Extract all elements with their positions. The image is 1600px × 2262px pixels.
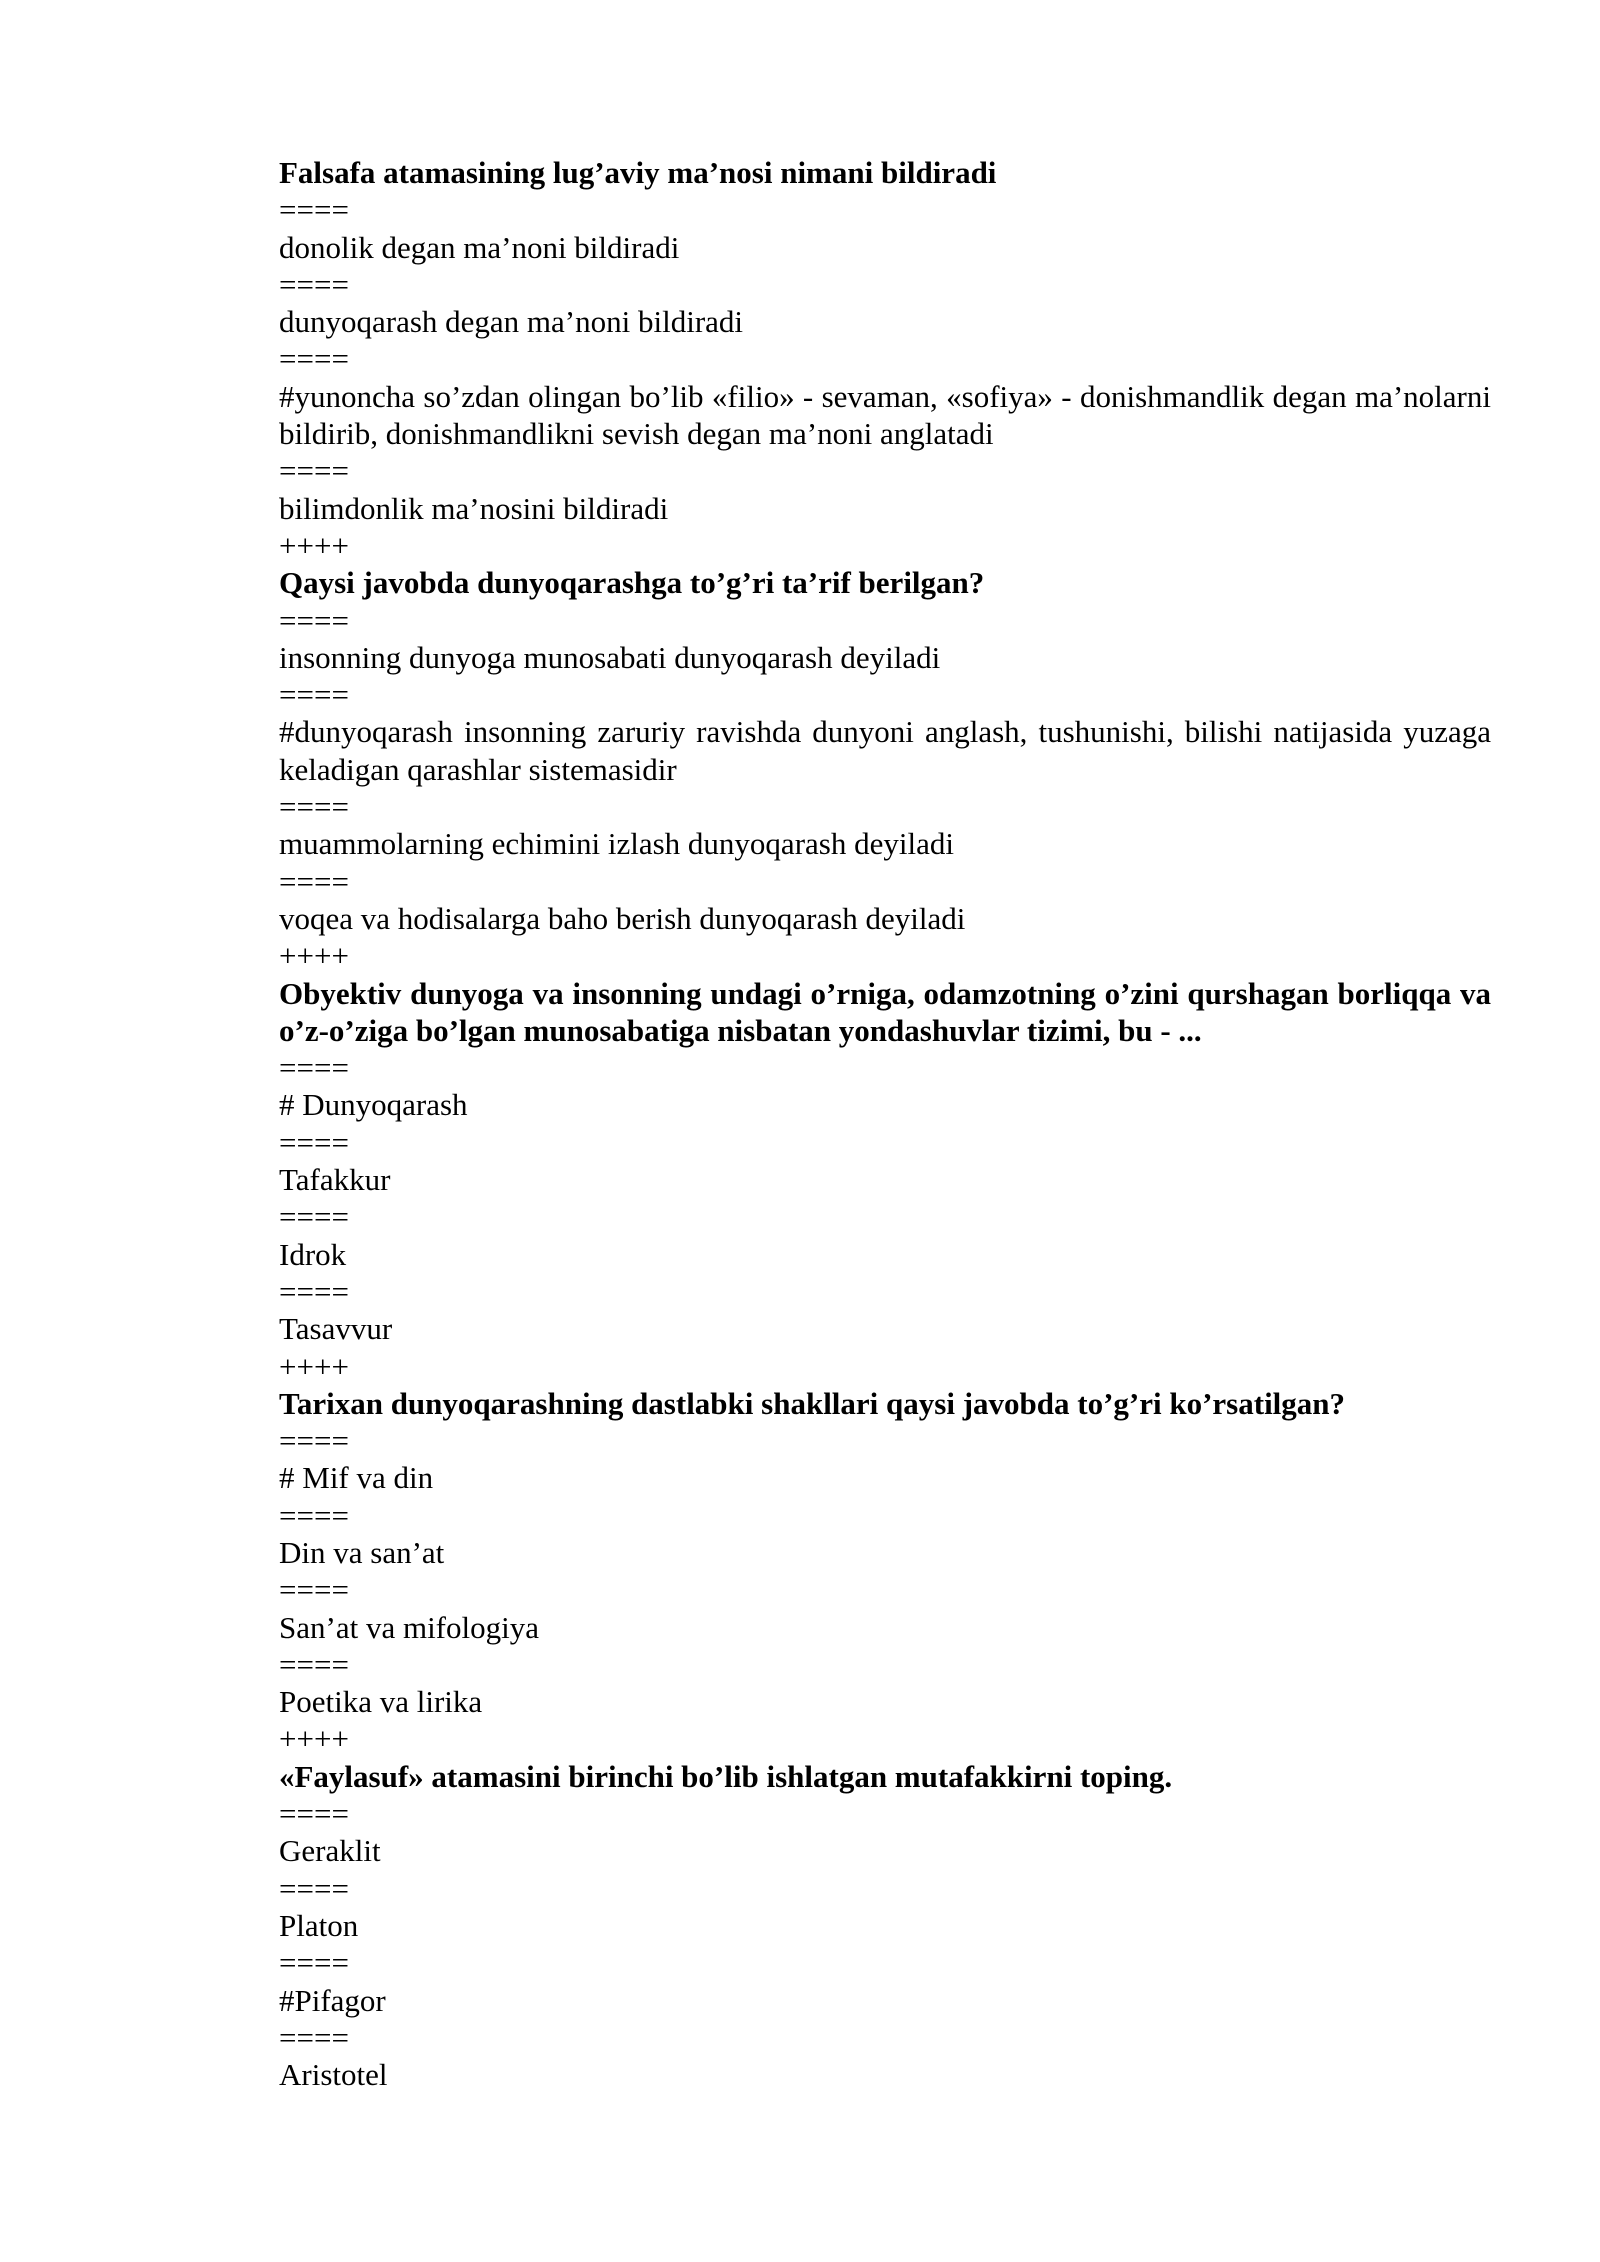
- question-text: Obyektiv dunyoga va insonning undagi o’rniga, odamzotning o’zini qurshagan borliqqa va o’z-o’ziga bo’lgan munosabatiga nisbatan yondashuvlar tizimi, bu - ...: [279, 975, 1491, 1048]
- option-separator: ====: [279, 602, 349, 638]
- answer-option: Geraklit: [279, 1833, 381, 1869]
- option-separator: ====: [279, 192, 349, 228]
- answer-option: # Mif va din: [279, 1460, 434, 1496]
- question-end-marker: ++++: [279, 527, 349, 563]
- option-separator: ====: [279, 1050, 349, 1086]
- option-separator: ====: [279, 453, 349, 489]
- answer-option: Idrok: [279, 1236, 347, 1272]
- question-text: Tarixan dunyoqarashning dastlabki shakllari qaysi javobda to’g’ri ko’rsatilgan?: [279, 1385, 1346, 1421]
- answer-option: Tasavvur: [279, 1311, 393, 1347]
- answer-option: #yunoncha so’zdan olingan bo’lib «filio» - sevaman, «sofiya» - donishmandlik degan ma’nolarni bildirib, donishmandlikni sevish degan ma’noni anglatadi: [279, 378, 1491, 452]
- option-separator: ====: [279, 1273, 349, 1309]
- answer-option: Din va san’at: [279, 1534, 445, 1570]
- question-text: «Faylasuf» atamasini birinchi bo’lib ishlatgan mutafakkirni toping.: [279, 1758, 1173, 1794]
- answer-option: # Dunyoqarash: [279, 1087, 468, 1123]
- answer-option: dunyoqarash degan ma’noni bildiradi: [279, 304, 744, 340]
- answer-option: #Pifagor: [279, 1982, 386, 2018]
- answer-option: bilimdonlik ma’nosini bildiradi: [279, 490, 669, 526]
- option-separator: ====: [279, 1796, 349, 1832]
- option-separator: ====: [279, 1423, 349, 1459]
- answer-option: Aristotel: [279, 2057, 388, 2093]
- option-separator: ====: [279, 789, 349, 825]
- option-separator: ====: [279, 863, 349, 899]
- answer-option: #dunyoqarash insonning zaruriy ravishda dunyoni anglash, tushunishi, bilishi natijasida yuzaga keladigan qarashlar sistemasidir: [279, 714, 1491, 787]
- option-separator: ====: [279, 341, 349, 377]
- answer-option: donolik degan ma’noni bildiradi: [279, 229, 680, 265]
- option-separator: ====: [279, 1646, 349, 1682]
- option-separator: ====: [279, 266, 349, 302]
- question-end-marker: ++++: [279, 938, 349, 974]
- answer-option: Tafakkur: [279, 1162, 391, 1198]
- answer-option: muammolarning echimini izlash dunyoqarash deyiladi: [279, 826, 954, 862]
- question-end-marker: ++++: [279, 1348, 349, 1384]
- answer-option: insonning dunyoga munosabati dunyoqarash deyiladi: [279, 639, 941, 675]
- option-separator: ====: [279, 1870, 349, 1906]
- document-body: [279, 154, 1491, 2093]
- answer-option: Platon: [279, 1907, 359, 1943]
- option-separator: ====: [279, 1497, 349, 1533]
- question-end-marker: ++++: [279, 1721, 349, 1757]
- answer-option: San’at va mifologiya: [279, 1609, 539, 1645]
- option-separator: ====: [279, 1199, 349, 1235]
- answer-option: Poetika va lirika: [279, 1684, 483, 1720]
- option-separator: ====: [279, 1572, 349, 1608]
- option-separator: ====: [279, 2019, 349, 2055]
- option-separator: ====: [279, 677, 349, 713]
- question-text: Falsafa atamasining lug’aviy ma’nosi nimani bildiradi: [279, 155, 997, 190]
- answer-option: voqea va hodisalarga baho berish dunyoqarash deyiladi: [279, 900, 966, 936]
- option-separator: ====: [279, 1124, 349, 1160]
- question-text: Qaysi javobda dunyoqarashga to’g’ri ta’rif berilgan?: [279, 565, 985, 601]
- option-separator: ====: [279, 1945, 349, 1981]
